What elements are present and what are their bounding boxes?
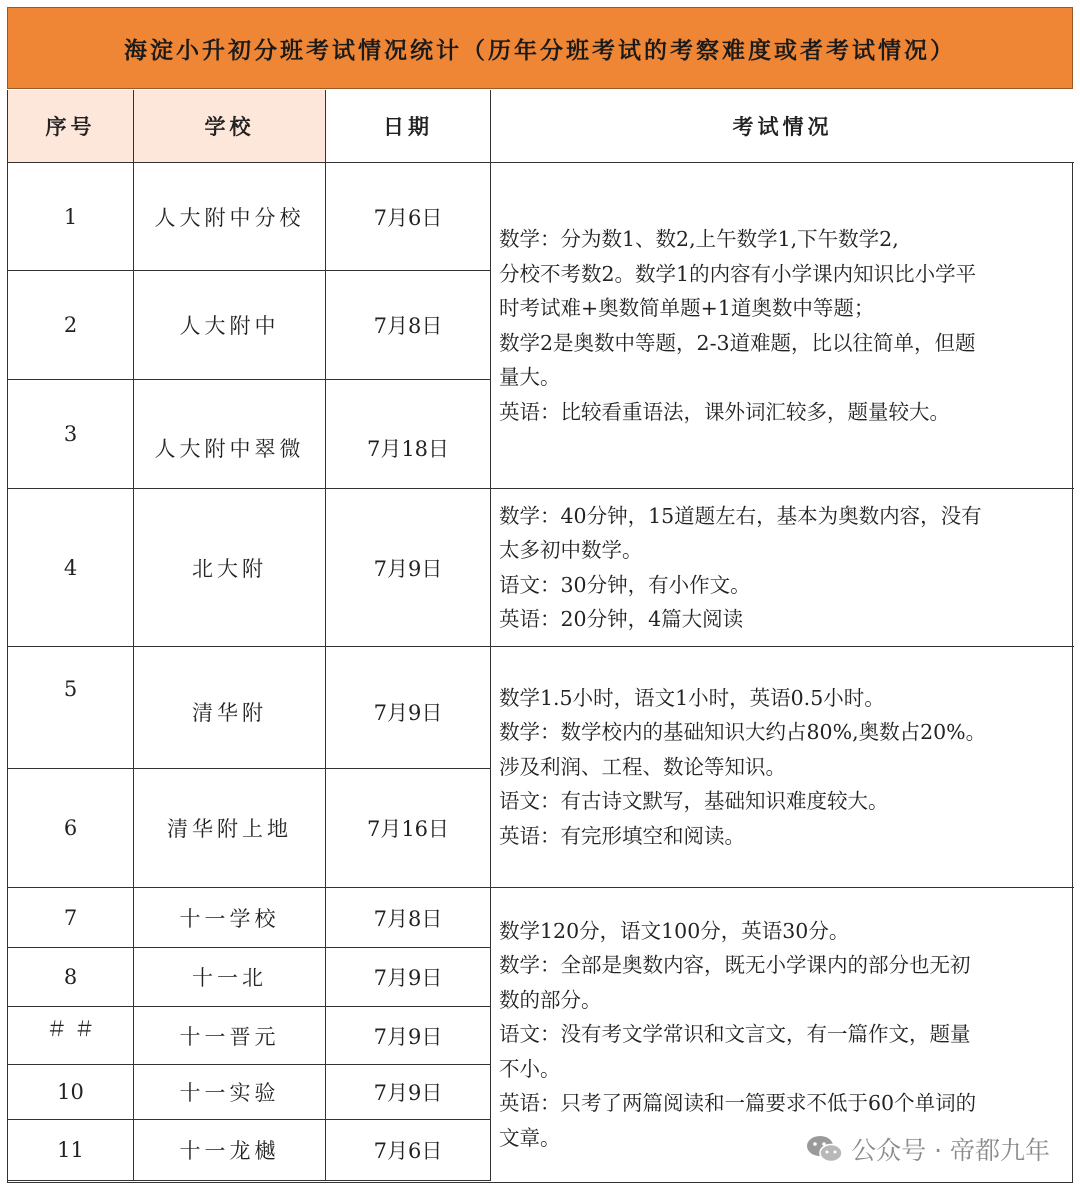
row-date: 7月6日 — [326, 1120, 491, 1181]
row-no: 11 — [8, 1120, 134, 1181]
row-school: 十一晋元 — [134, 1007, 326, 1065]
row-no: 3 — [8, 380, 134, 489]
watermark-text: 公众号 · 帝都九年 — [851, 1136, 1050, 1165]
row-no: 6 — [8, 769, 134, 888]
exam-info-line: 分校不考数2。数学1的内容有小学课内知识比小学平 — [499, 261, 977, 286]
exam-info-group-3 — [491, 647, 1074, 888]
exam-table — [7, 90, 1073, 1183]
row-date: 7月8日 — [326, 271, 491, 380]
exam-info-line: 语文：没有考文学常识和文言文，有一篇作文，题量 — [499, 1022, 971, 1047]
exam-info-line: 涉及利润、工程、数论等知识。 — [499, 754, 786, 779]
row-school: 十一北 — [134, 948, 326, 1007]
row-date: 7月9日 — [326, 647, 491, 769]
row-school: 人大附中分校 — [134, 163, 326, 271]
header-exam: 考试情况 — [491, 90, 1074, 163]
exam-info-line: 英语：20分钟，4篇大阅读 — [499, 607, 744, 631]
row-no: 2 — [8, 271, 134, 380]
exam-info-line: 数学2是奥数中等题，2-3道难题，比以往简单，但题 — [499, 330, 976, 355]
row-date: 7月9日 — [326, 948, 491, 1007]
exam-info-line: 语文：30分钟，有小作文。 — [499, 572, 751, 597]
exam-info-line: 太多初中数学。 — [499, 538, 643, 562]
row-no: 7 — [8, 888, 134, 948]
table-title: 海淀小升初分班考试情况统计（历年分班考试的考察难度或者考试情况） — [7, 7, 1073, 89]
exam-info-line: 数学：40分钟，15道题左右，基本为奥数内容，没有 — [499, 503, 982, 528]
row-no: 5 — [8, 647, 134, 769]
exam-info-line: 数学：数学校内的基础知识大约占80%,奥数占20%。 — [499, 720, 987, 745]
row-no: 4 — [8, 489, 134, 647]
exam-info-line: 数学：全部是奥数内容，既无小学课内的部分也无初 — [499, 953, 971, 978]
watermark — [805, 1131, 1050, 1167]
row-no: ＃ ＃ — [8, 1007, 134, 1065]
row-date: 7月9日 — [326, 489, 491, 647]
row-school: 北大附 — [134, 489, 326, 647]
exam-info-line: 语文：有古诗文默写，基础知识难度较大。 — [499, 789, 889, 814]
row-no: 1 — [8, 163, 134, 271]
row-school: 人大附中 — [134, 271, 326, 380]
row-school: 十一龙樾 — [134, 1120, 326, 1181]
row-date: 7月8日 — [326, 888, 491, 948]
row-school: 人大附中翠微 — [134, 380, 326, 489]
row-no: 10 — [8, 1065, 134, 1120]
exam-info-line: 文章。 — [499, 1125, 561, 1150]
row-date: 7月9日 — [326, 1065, 491, 1120]
row-school: 十一学校 — [134, 888, 326, 948]
exam-info-line: 英语：有完形填空和阅读。 — [499, 823, 745, 848]
wechat-icon — [805, 1134, 845, 1164]
exam-info-line: 不小。 — [499, 1056, 561, 1081]
header-no: 序号 — [8, 90, 134, 163]
header-school: 学校 — [134, 90, 326, 163]
exam-info-line: 时考试难+奥数简单题+1道奥数中等题； — [499, 296, 875, 320]
row-no: 8 — [8, 948, 134, 1007]
exam-info-group-1 — [491, 163, 1074, 489]
exam-info-group-2 — [491, 489, 1074, 647]
row-school: 清华附 — [134, 647, 326, 769]
row-date: 7月18日 — [326, 380, 491, 489]
header-date: 日期 — [326, 90, 491, 163]
exam-info-line: 英语：只考了两篇阅读和一篇要求不低于60个单词的 — [499, 1091, 977, 1116]
exam-info-line: 数学：分为数1、数2,上午数学1,下午数学2, — [499, 227, 899, 251]
row-date: 7月6日 — [326, 163, 491, 271]
row-date: 7月9日 — [326, 1007, 491, 1065]
row-school: 十一实验 — [134, 1065, 326, 1120]
exam-info-line: 英语：比较看重语法，课外词汇较多，题量较大。 — [499, 399, 950, 424]
exam-info-line: 数的部分。 — [499, 987, 602, 1012]
exam-info-line: 数学120分，语文100分，英语30分。 — [499, 918, 850, 943]
row-school: 清华附上地 — [134, 769, 326, 888]
row-date: 7月16日 — [326, 769, 491, 888]
exam-info-line: 数学1.5小时，语文1小时，英语0.5小时。 — [499, 685, 885, 710]
exam-info-line: 量大。 — [499, 365, 561, 389]
